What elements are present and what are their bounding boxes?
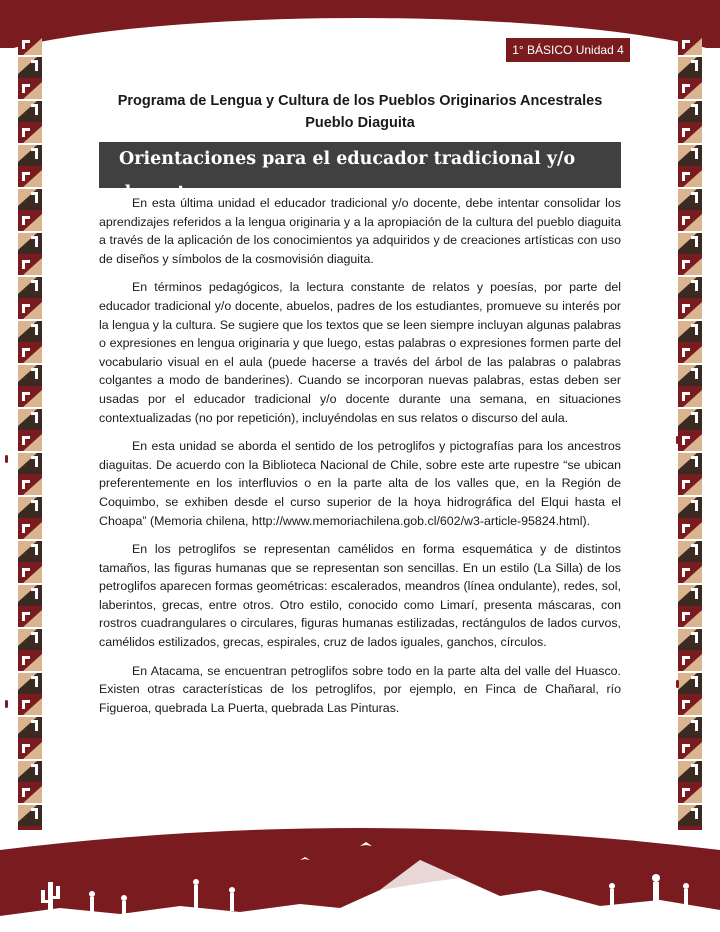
margin-tick bbox=[5, 700, 8, 708]
right-decorative-border bbox=[678, 34, 702, 830]
paragraph: En esta última unidad el educador tradicional y/o docente, debe intentar consolidar los aprendizajes referidos a la lengua originaria y a la apropiación de la cultura del pueblo diaguita a través de la aplicación de los conocimientos ya adquiridos y de creaciones artísticas con uso de diseños y símbolos de la cosmovisión diaguita. bbox=[99, 196, 621, 266]
body-text bbox=[99, 194, 621, 727]
paragraph: En los petroglifos se representan camélidos en forma esquemática y de distintos tamaños, las figuras humanas que se representan son sencillas. En un estilo (La Silla) de los petroglifos aparecen formas geométricas: escalerados, meandros (línea ondulante), redes, sol, laberintos, grecas, entre otros. Otro estilo, conocido como Limarí, presenta máscaras, con rostros cuadrangulares o circulares, figuras humanas estilizadas, rectángulos de lados curvos, camélidos estilizados, grecas, espirales, cruz de lados iguales, ganchos, círculos. bbox=[99, 542, 621, 650]
unit-badge: 1° BÁSICO Unidad 4 bbox=[506, 38, 630, 62]
right-pattern-icon bbox=[678, 34, 702, 830]
left-pattern-icon bbox=[18, 34, 42, 830]
section-title: Orientaciones para el educador tradicional y/o docente bbox=[119, 149, 576, 203]
paragraph: En Atacama, se encuentran petroglifos sobre todo en la parte alta del valle del Huasco. Existen otras características de los petroglifos, por ejemplo, en Finca de Chañaral, río Figueroa, quebrada La Puerta, quebrada Las Pinturas. bbox=[99, 663, 621, 715]
paragraph: En términos pedagógicos, la lectura constante de relatos y poesías, por parte del educador tradicional y/o docente, abuelos, padres de los estudiantes, promueve su interés por la lengua y la cultura. Se sugiere que los textos que se leen siempre incluyan algunas palabras o expresiones en lengua originaria y que luego, estas palabras o expresiones formen parte del vocabulario visual en el aula (puede hacerse a través del árbol de las palabras o palabras colgantes a modo de banderines). Cuando se incorporan nuevas palabras, estas deben ser usadas por el educador tradicional y/o docente durante una semana, en situaciones contextualizadas (no por repetición), incluyéndolas en sus relatos o discurso del aula. bbox=[99, 280, 621, 425]
section-banner bbox=[99, 142, 621, 203]
footer-landscape-illustration bbox=[0, 820, 720, 932]
margin-tick bbox=[676, 436, 679, 444]
margin-tick bbox=[5, 455, 8, 463]
paragraph: En esta unidad se aborda el sentido de los petroglifos y pictografías para los ancestros diaguitas. De acuerdo con la Biblioteca Nacional de Chile, sobre este arte rupestre “se ubican preferentemente en los interfluvios o en la parte alta de los valles que, en la Región de Coquimbo, se exhiben desde el curso superior de la hoya hidrográfica del Elqui hasta el Choapa” (Memoria chilena, http://www.memoriachilena.gob.cl/602/w3-article-95824.html). bbox=[99, 439, 621, 528]
margin-tick bbox=[676, 680, 679, 688]
left-decorative-border bbox=[18, 34, 42, 830]
program-title: Programa de Lengua y Cultura de los Pueblos Originarios Ancestrales bbox=[117, 93, 603, 109]
people-subtitle: Pueblo Diaguita bbox=[305, 115, 415, 131]
